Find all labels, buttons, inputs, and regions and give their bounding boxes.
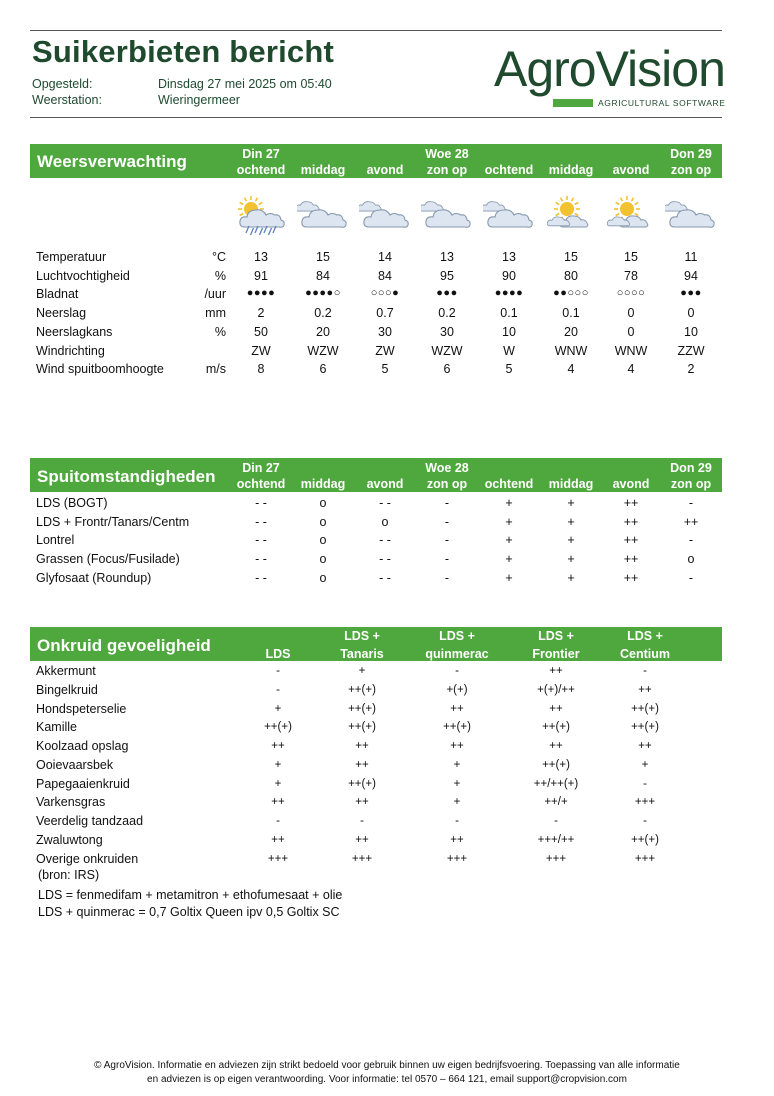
weed-row-label: Bingelkruid [36, 682, 98, 697]
weed-value: ++(+) [443, 721, 471, 734]
forecast-value: 10 [684, 324, 698, 339]
spray-section-title: Spuitomstandigheden [37, 467, 216, 486]
forecast-value: 15 [624, 250, 638, 264]
weed-col-line2: Tanaris [340, 647, 384, 661]
weed-row-label: Overige onkruiden [36, 851, 139, 866]
forecast-value: ○○○● [370, 287, 400, 300]
cloud-icon [297, 195, 349, 235]
forecast-value: ●●●● [494, 287, 524, 300]
forecast-value: WNW [554, 343, 588, 358]
spray-value: - - [255, 496, 267, 510]
weed-value: - [276, 815, 280, 827]
weed-col-line2: Frontier [532, 647, 580, 661]
period-label: ochtend [236, 163, 286, 177]
weed-value: - [455, 815, 459, 827]
weed-value: ++(+) [542, 721, 570, 734]
spray-row-label: Glyfosaat (Roundup) [36, 570, 152, 585]
spray-value: ++ [623, 496, 639, 510]
forecast-value: 0.2 [438, 306, 456, 321]
weeds-source: (bron: IRS) [38, 868, 100, 882]
spray-value: - [688, 496, 694, 510]
period-label: avond [612, 163, 650, 177]
forecast-value: 0.1 [562, 306, 580, 321]
spray-row-label: Grassen (Focus/Fusilade) [36, 552, 180, 567]
row-unit: m/s [205, 362, 226, 377]
weed-value: - [554, 815, 558, 827]
weed-value: +++ [545, 852, 567, 865]
forecast-value: ●●●●○ [305, 287, 341, 300]
weed-value: + [453, 777, 461, 790]
spray-value: ++ [623, 552, 639, 567]
forecast-value: 95 [440, 268, 454, 283]
spray-value: - - [255, 570, 267, 585]
weed-col-line1: LDS + [627, 629, 663, 643]
cloud-icon [483, 195, 535, 235]
station-value: Wieringermeer [158, 93, 240, 107]
spray-value: - - [379, 552, 391, 567]
weed-value: - [360, 815, 364, 827]
spray-value: - - [379, 570, 391, 585]
forecast-value: 90 [502, 268, 516, 283]
weed-value: ++ [355, 833, 369, 846]
period-day: Din 27 [242, 147, 280, 161]
period-day: Woe 28 [425, 461, 469, 475]
period-label: middag [548, 163, 594, 177]
weed-value: +++ [634, 796, 656, 809]
forecast-value: 2 [687, 362, 695, 377]
logo-green-bar [553, 99, 593, 107]
forecast-value: ●●●● [246, 287, 276, 300]
spray-value: + [505, 552, 513, 567]
weeds-note-lds: LDS = fenmedifam + metamitron + ethofumesaat + olie [38, 888, 343, 902]
forecast-value: 0 [627, 324, 635, 339]
row-label: Luchtvochtigheid [36, 268, 130, 283]
weed-value: - [643, 815, 647, 827]
forecast-value: 13 [254, 250, 268, 264]
spray-value: o [319, 514, 327, 529]
forecast-value: 78 [624, 268, 638, 283]
spray-value: + [505, 533, 513, 548]
weed-value: ++ [638, 740, 652, 752]
row-label: Bladnat [36, 287, 79, 302]
period-label: ochtend [236, 477, 286, 491]
forecast-value: 13 [502, 250, 516, 264]
spray-value: + [505, 514, 513, 529]
weed-value: ++ [355, 740, 369, 752]
spray-value: o [381, 514, 389, 529]
weed-col-line1: LDS + [344, 629, 380, 643]
period-label: ochtend [484, 477, 534, 491]
weeds-note-quinmerac: LDS + quinmerac = 0,7 Goltix Queen ipv 0,5 Goltix SC [38, 905, 340, 919]
weed-value: ++ [450, 740, 464, 752]
forecast-value: 11 [684, 250, 698, 264]
forecast-value: 15 [316, 250, 330, 264]
weed-value: + [453, 796, 461, 809]
row-label: Wind spuitboomhoogte [36, 362, 164, 377]
weed-value: ++/++(+) [533, 777, 579, 790]
spray-value: - [444, 570, 450, 585]
forecast-section-title: Weersverwachting [37, 152, 187, 171]
footer-line-1: © AgroVision. Informatie en adviezen zijn strikt bedoeld voor gebruik binnen uw eigen bedrijfsvoering. Toepassing van alle informatie [94, 1060, 680, 1071]
weed-value: ++(+) [348, 702, 376, 715]
spray-value: ++ [683, 514, 699, 529]
page-title: Suikerbieten bericht [32, 34, 335, 69]
weed-row-label: Zwaluwtong [36, 832, 103, 847]
forecast-value: WZW [431, 343, 463, 358]
weed-row-label: Hondspeterselie [36, 701, 127, 716]
forecast-value: ●●● [436, 287, 458, 300]
weed-value: ++ [549, 665, 563, 677]
weed-col-line2: Centium [620, 647, 670, 661]
forecast-value: 80 [564, 268, 578, 283]
forecast-value: 30 [378, 324, 392, 339]
weed-value: ++(+) [348, 683, 376, 696]
spray-value: - - [255, 552, 267, 567]
forecast-value: 8 [257, 362, 265, 377]
weed-row-label: Varkensgras [36, 795, 106, 810]
spray-value: o [319, 552, 327, 567]
weed-value: + [453, 758, 461, 771]
forecast-value: 0.1 [500, 306, 518, 321]
forecast-value: 14 [378, 250, 392, 264]
forecast-value: 10 [502, 324, 516, 339]
spray-value: + [567, 496, 575, 510]
forecast-value: 13 [440, 250, 454, 264]
spray-value: ++ [623, 570, 639, 585]
sun-cloud-rain-icon [235, 195, 287, 235]
spray-value: - - [255, 514, 267, 529]
period-label: avond [366, 163, 404, 177]
agrovision-logo: AgroVision [494, 41, 725, 97]
forecast-value: ●●○○○ [553, 287, 589, 300]
weed-col-line2: quinmerac [425, 647, 489, 661]
spray-value: - [444, 533, 450, 548]
spray-value: + [567, 570, 575, 585]
weed-value: ++ [549, 702, 563, 715]
forecast-value: 94 [684, 268, 698, 283]
spray-row-label: Lontrel [36, 533, 75, 548]
forecast-value: ZZW [677, 343, 705, 358]
forecast-value: 2 [257, 306, 265, 321]
spray-value: o [687, 552, 695, 567]
spray-value: - - [379, 496, 391, 510]
weed-value: ++ [271, 833, 285, 846]
forecast-value: 20 [564, 324, 578, 339]
row-unit: % [214, 268, 226, 283]
period-label: zon op [670, 477, 712, 491]
cloud-icon [421, 195, 473, 235]
weed-value: +(+)/++ [537, 683, 575, 696]
weed-value: ++(+) [264, 721, 292, 734]
weed-col-line2: LDS [265, 647, 291, 661]
forecast-value: 4 [567, 362, 575, 377]
cloud-icon [359, 195, 411, 235]
header-rule [30, 117, 722, 118]
weed-value: - [643, 777, 647, 790]
weed-value: ++/+ [544, 796, 568, 809]
weed-row-label: Akkermunt [36, 664, 96, 678]
top-rule [30, 30, 722, 31]
spray-value: ++ [623, 514, 639, 529]
forecast-value: 0 [687, 306, 695, 321]
weed-row-label: Ooievaarsbek [36, 757, 114, 772]
weed-row-label: Kamille [36, 720, 77, 735]
weeds-section-title: Onkruid gevoeligheid [37, 636, 211, 655]
weed-value: ++ [271, 740, 285, 752]
weed-value: + [358, 665, 366, 677]
forecast-value: 84 [316, 268, 330, 283]
weed-value: + [274, 702, 282, 715]
spray-row-label: LDS (BOGT) [36, 496, 108, 510]
weed-value: ++ [549, 740, 563, 752]
period-label: zon op [426, 163, 468, 177]
weed-value: +++ [351, 852, 373, 865]
row-unit: °C [211, 250, 226, 264]
forecast-value: 91 [254, 268, 268, 283]
weed-value: + [274, 758, 282, 771]
station-label: Weerstation: [32, 93, 102, 107]
spray-value: ++ [623, 533, 639, 548]
weed-value: - [455, 665, 459, 677]
spray-value: - [444, 514, 450, 529]
period-label: ochtend [484, 163, 534, 177]
sun-cloud-icon [605, 195, 657, 235]
spray-row-label: LDS + Frontr/Tanars/Centm [36, 514, 190, 529]
weed-value: ++(+) [631, 702, 659, 715]
weed-row-label: Papegaaienkruid [36, 776, 130, 791]
period-label: zon op [670, 163, 712, 177]
weed-value: - [276, 665, 280, 677]
spray-value: + [505, 570, 513, 585]
forecast-value: 6 [319, 362, 327, 377]
period-day: Din 27 [242, 461, 280, 475]
weed-value: +(+) [446, 683, 468, 696]
weed-value: ++ [450, 833, 464, 846]
weed-value: ++(+) [631, 833, 659, 846]
period-label: avond [612, 477, 650, 491]
forecast-value: 0 [627, 306, 635, 321]
row-unit: /uur [204, 287, 226, 302]
weed-value: - [643, 665, 647, 677]
forecast-value: ZW [375, 343, 395, 358]
forecast-value: 84 [378, 268, 392, 283]
period-label: middag [548, 477, 594, 491]
forecast-value: ○○○○ [616, 287, 646, 300]
period-day: Don 29 [670, 147, 712, 161]
spray-value: + [567, 514, 575, 529]
forecast-value: ●●● [680, 287, 702, 300]
spray-value: - - [255, 533, 267, 548]
sun-cloud-icon [545, 195, 597, 235]
period-day: Don 29 [670, 461, 712, 475]
weed-col-line1: LDS + [538, 629, 574, 643]
forecast-value: 5 [381, 362, 389, 377]
forecast-value: 15 [564, 250, 578, 264]
weed-value: ++ [271, 796, 285, 809]
footer-line-2: en adviezen is op eigen verantwoording. Voor informatie: tel 0570 – 664 121, email support@cropvision.com [147, 1073, 627, 1085]
logo-subtext: AGRICULTURAL SOFTWARE [598, 98, 726, 108]
row-label: Temperatuur [36, 250, 107, 264]
forecast-value: W [503, 343, 515, 358]
footer-disclaimer [0, 1059, 774, 1086]
forecast-value: WZW [307, 343, 339, 358]
row-unit: mm [205, 306, 226, 321]
weed-value: +++ [446, 852, 468, 865]
weed-value: ++ [355, 796, 369, 809]
spray-value: o [319, 570, 327, 585]
weed-value: + [641, 758, 649, 771]
forecast-value: WNW [614, 343, 648, 358]
weed-row-label: Koolzaad opslag [36, 739, 129, 753]
weed-value: ++(+) [542, 758, 570, 771]
forecast-value: 20 [316, 324, 330, 339]
spray-value: o [319, 496, 327, 510]
forecast-value: 0.2 [314, 306, 332, 321]
period-label: zon op [426, 477, 468, 491]
period-label: middag [300, 477, 346, 491]
issued-label: Opgesteld: [32, 77, 93, 91]
forecast-value: 6 [443, 362, 451, 377]
spray-value: + [567, 533, 575, 548]
weed-value: ++ [450, 702, 464, 715]
spray-value: - - [379, 533, 391, 548]
forecast-value: ZW [251, 343, 271, 358]
forecast-value: 50 [254, 324, 268, 339]
row-label: Neerslagkans [36, 324, 113, 339]
spray-value: - [688, 570, 694, 585]
period-label: avond [366, 477, 404, 491]
weed-value: ++ [638, 683, 652, 696]
row-unit: % [214, 324, 226, 339]
issued-value: Dinsdag 27 mei 2025 om 05:40 [158, 77, 332, 91]
forecast-value: 30 [440, 324, 454, 339]
spray-value: - [688, 533, 694, 548]
weed-value: +++ [634, 852, 656, 865]
spray-value: + [505, 496, 513, 510]
weed-row-label: Veerdelig tandzaad [36, 814, 144, 828]
weed-value: +++/++ [537, 833, 575, 846]
spray-value: o [319, 533, 327, 548]
weed-value: ++(+) [631, 721, 659, 734]
row-label: Neerslag [36, 306, 87, 321]
forecast-value: 5 [505, 362, 513, 377]
weed-value: ++(+) [348, 721, 376, 734]
forecast-value: 4 [627, 362, 635, 377]
weed-value: +++ [267, 852, 289, 865]
row-label: Windrichting [36, 343, 105, 358]
period-label: middag [300, 163, 346, 177]
weed-value: + [274, 777, 282, 790]
weed-col-line1: LDS + [439, 629, 475, 643]
weed-value: ++(+) [348, 777, 376, 790]
weed-value: - [276, 683, 280, 696]
period-day: Woe 28 [425, 147, 469, 161]
forecast-value: 0.7 [376, 306, 394, 321]
spray-value: + [567, 552, 575, 567]
spray-value: - [444, 552, 450, 567]
spray-value: - [444, 496, 450, 510]
weed-value: ++ [355, 758, 369, 771]
cloud-icon [665, 195, 717, 235]
